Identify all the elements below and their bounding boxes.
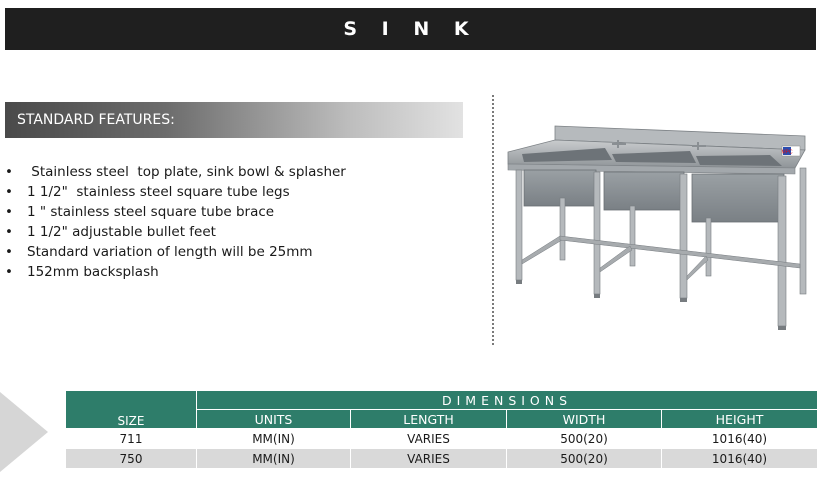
column-header-size: SIZE bbox=[66, 391, 197, 429]
column-header-units: UNITS bbox=[197, 410, 351, 429]
cell-size: 750 bbox=[66, 449, 197, 469]
feature-item: • 1 1/2" adjustable bullet feet bbox=[5, 222, 346, 242]
feature-item: • 1 1/2" stainless steel square tube legs bbox=[5, 182, 346, 202]
dotted-divider bbox=[492, 95, 494, 345]
column-header-length: LENGTH bbox=[351, 410, 507, 429]
cell-height: 1016(40) bbox=[662, 449, 818, 469]
cell-length: VARIES bbox=[351, 429, 507, 449]
chevron-right-icon bbox=[0, 392, 48, 472]
cell-width: 500(20) bbox=[507, 429, 662, 449]
cell-length: VARIES bbox=[351, 449, 507, 469]
column-header-width: WIDTH bbox=[507, 410, 662, 429]
column-header-height: HEIGHT bbox=[662, 410, 818, 429]
cell-height: 1016(40) bbox=[662, 429, 818, 449]
feature-item: • Stainless steel top plate, sink bowl & splasher bbox=[5, 162, 346, 182]
cell-size: 711 bbox=[66, 429, 197, 449]
cell-width: 500(20) bbox=[507, 449, 662, 469]
features-heading-label: STANDARD FEATURES: bbox=[17, 112, 175, 128]
dimensions-table bbox=[65, 390, 818, 469]
feature-item: • 152mm backsplash bbox=[5, 262, 346, 282]
feature-item: • Standard variation of length will be 25mm bbox=[5, 242, 346, 262]
feature-item: • 1 " stainless steel square tube brace bbox=[5, 202, 346, 222]
feature-list bbox=[5, 162, 346, 282]
table-row bbox=[66, 449, 818, 469]
logo-text: MPC bbox=[781, 149, 793, 156]
sink-product-image bbox=[500, 118, 818, 332]
cell-units: MM(IN) bbox=[197, 429, 351, 449]
dimensions-heading: DIMENSIONS bbox=[197, 391, 818, 410]
table-row bbox=[66, 429, 818, 449]
cell-units: MM(IN) bbox=[197, 449, 351, 469]
page-title: S I N K bbox=[5, 8, 816, 50]
features-heading bbox=[5, 102, 463, 138]
